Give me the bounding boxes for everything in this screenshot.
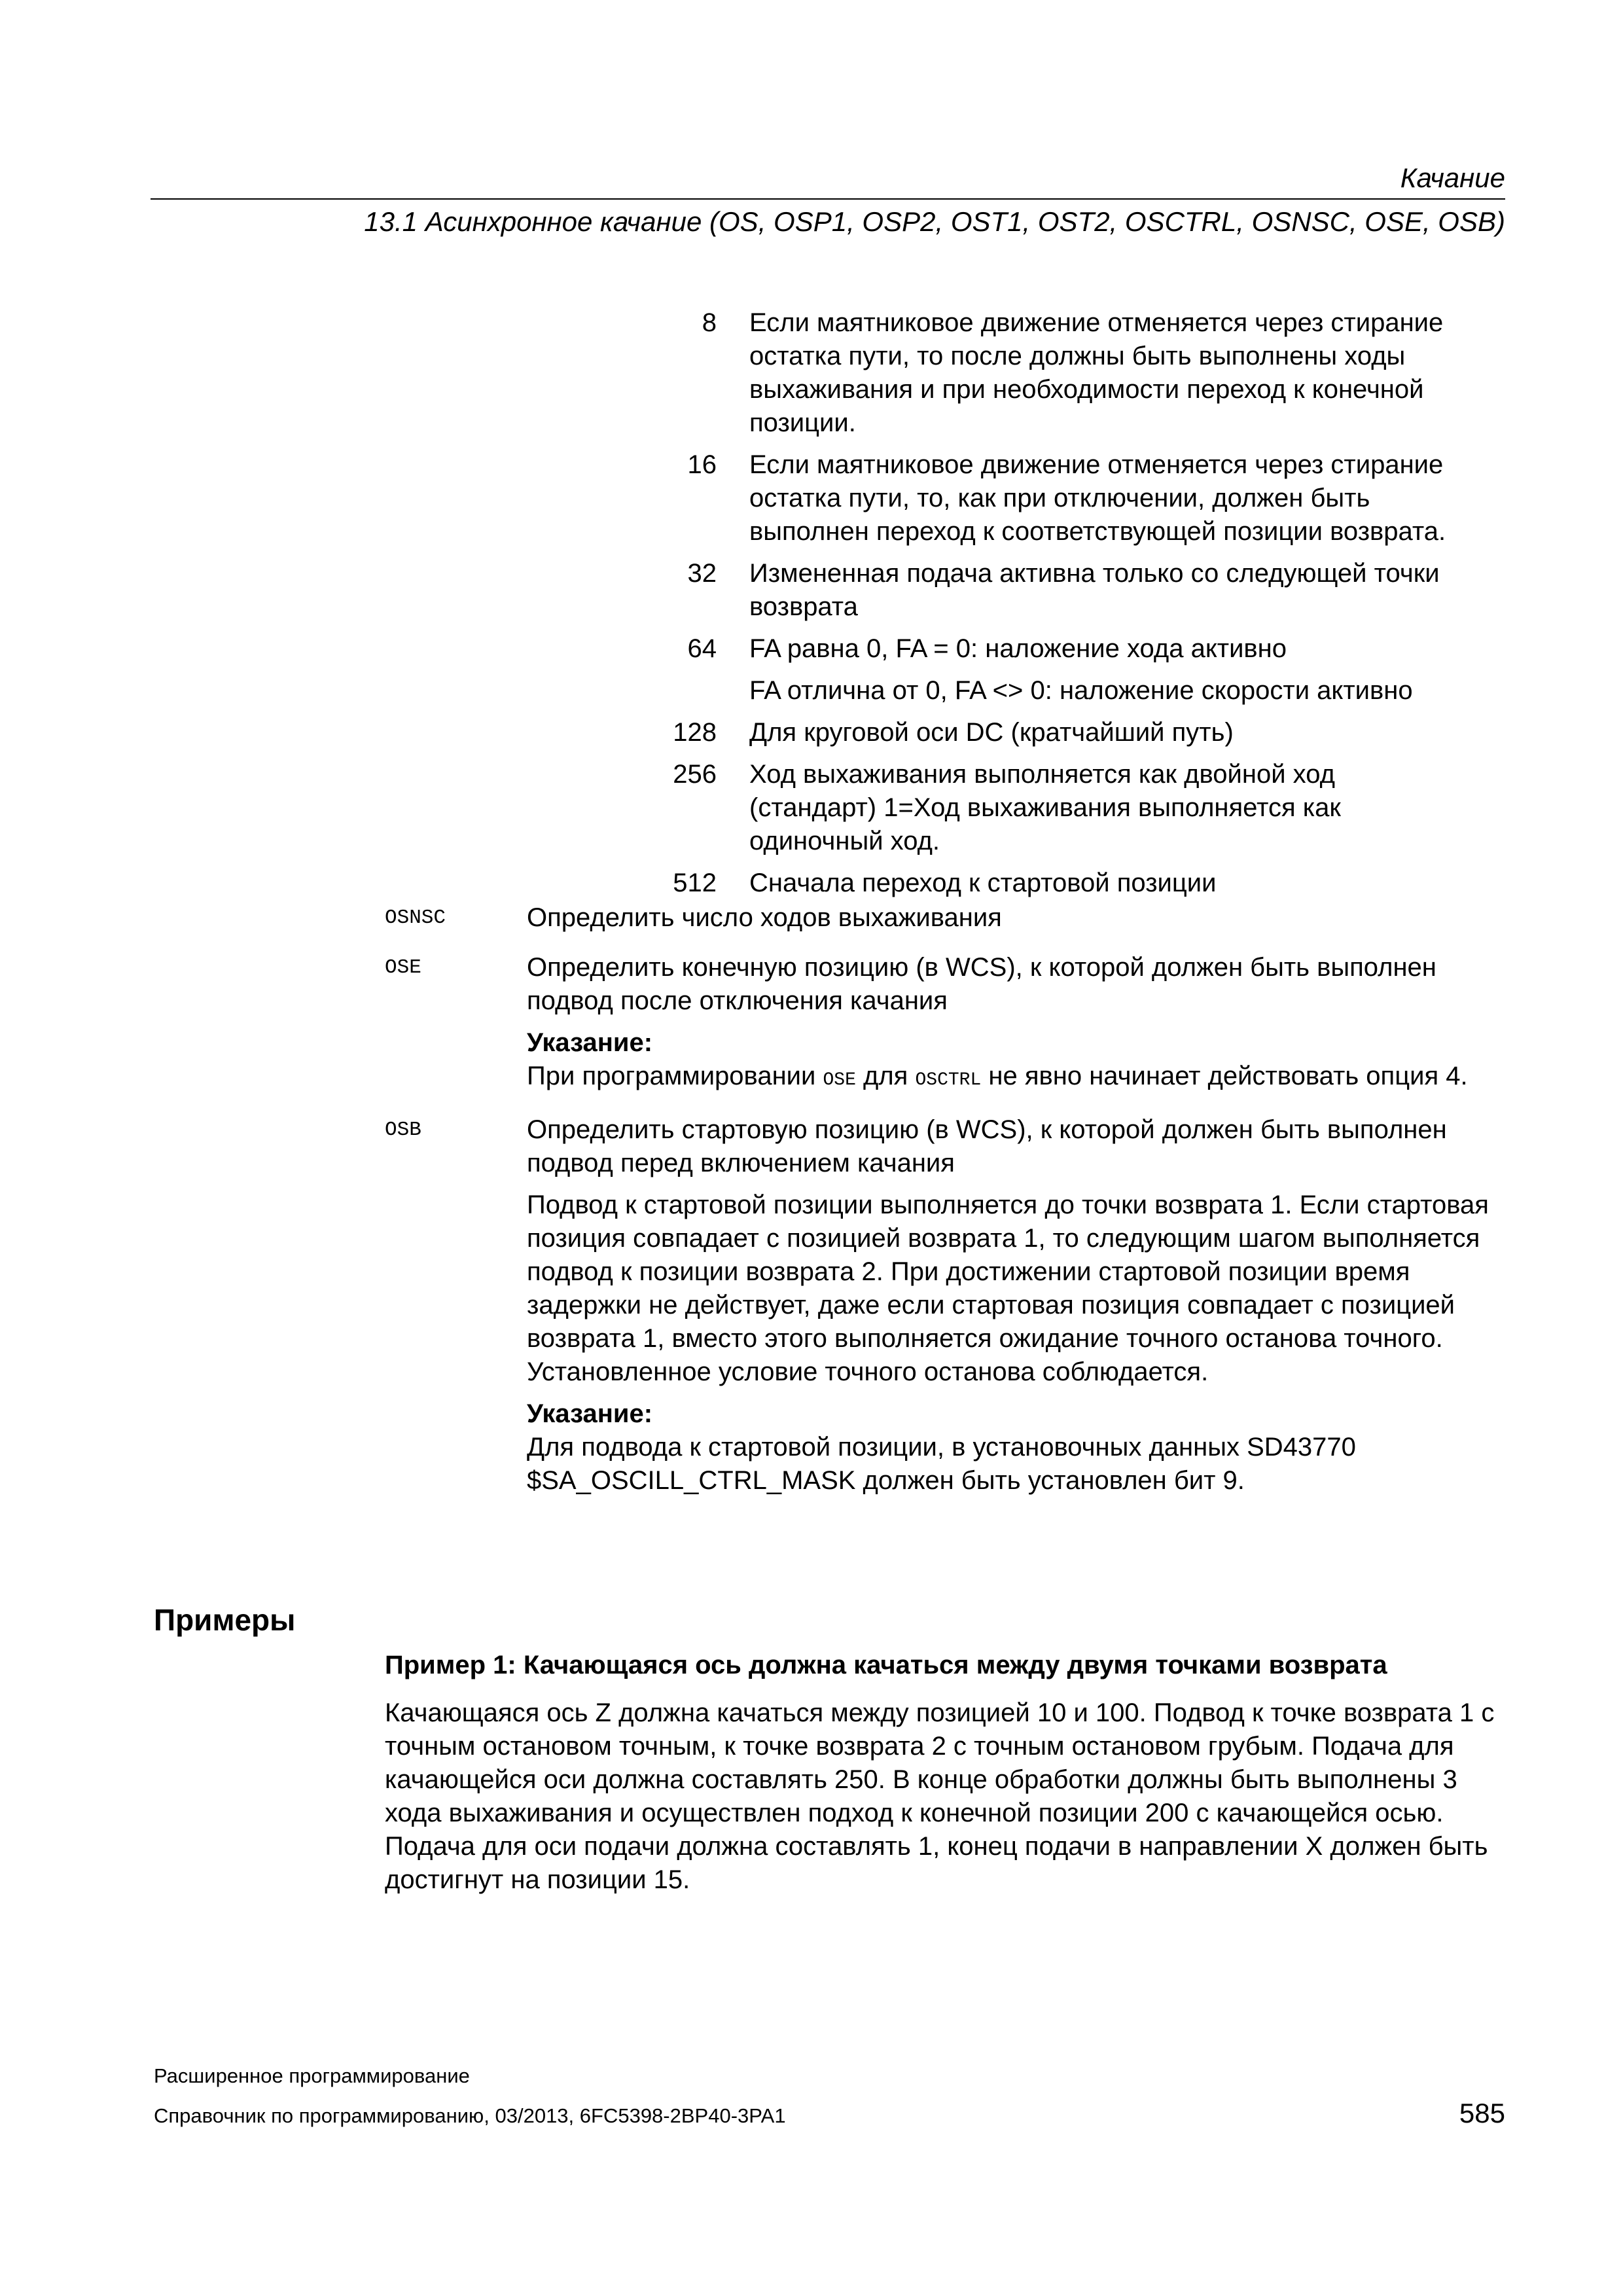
option-text: FA отлична от 0, FA <> 0: наложение скорости активно [749, 676, 1413, 705]
note-text-part: При программировании [527, 1062, 823, 1090]
option-row [654, 674, 1518, 708]
options-list [654, 306, 1518, 908]
code-osctrl: OSCTRL [915, 1070, 982, 1090]
param-body [527, 951, 1520, 1105]
param-osb [385, 1113, 1520, 1506]
option-text: Сначала переход к стартовой позиции [749, 869, 1217, 897]
option-row [654, 632, 1518, 666]
option-number: 128 [673, 718, 717, 747]
footer-book-title: Расширенное программирование [154, 2064, 470, 2087]
page-number: 585 [1459, 2098, 1505, 2128]
option-row [654, 448, 1518, 548]
option-row [654, 867, 1518, 900]
option-row [654, 716, 1518, 749]
option-number [654, 674, 717, 708]
footer-edition: Справочник по программированию, 03/2013, 6FC5398-2BP40-3PA1 [154, 2104, 786, 2127]
option-text: Для круговой оси DC (кратчайший путь) [749, 718, 1234, 747]
section-title: Примеры [154, 1603, 296, 1637]
option-number: 512 [673, 869, 717, 897]
header-rule [151, 198, 1505, 200]
option-number: 32 [687, 559, 717, 588]
param-name: OSNSC [385, 906, 446, 929]
param-description: Определить число ходов выхаживания [527, 903, 1002, 932]
note-text [527, 1060, 1520, 1097]
note-text-part: для [855, 1062, 916, 1090]
option-number: 256 [673, 760, 717, 789]
option-text: Если маятниковое движение отменяется через стирание остатка пути, то, как при отключении, должен быть выполнен переход к соответствующей позиции возврата. [749, 450, 1446, 546]
param-name: OSB [385, 1119, 421, 1141]
option-text: Измененная подача активна только со следующей точки возврата [749, 559, 1440, 621]
option-text: Если маятниковое движение отменяется через стирание остатка пути, то после должны быть выполнены ходы выхаживания и при необходимости переход к конечной позиции. [749, 308, 1444, 437]
option-text: FA равна 0, FA = 0: наложение хода активно [749, 634, 1287, 663]
param-description: Определить стартовую позицию (в WCS), к которой должен быть выполнен подвод перед включением качания [527, 1115, 1447, 1177]
option-row [654, 557, 1518, 624]
note-text-part: не явно начинает действовать опция 4. [981, 1062, 1468, 1090]
param-name: OSE [385, 956, 421, 979]
note-text: Для подвода к стартовой позиции, в установочных данных SD43770 $SA_OSCILL_CTRL_MASK должен быть установлен бит 9. [527, 1433, 1356, 1495]
param-details: Подвод к стартовой позиции выполняется до точки возврата 1. Если стартовая позиция совпадает с позицией возврата 1, то следующим шагом выполняется подвод к позиции возврата 2. При достижении стартовой позиции время задержки не действует, даже если стартовая позиция совпадает с позицией возврата 1, вместо этого выполняется ожидание точного останова точного. Установленное условие точного останова соблюдается. [527, 1191, 1489, 1386]
example-text: Качающаяся ось Z должна качаться между позицией 10 и 100. Подвод к точке возврата 1 с точным остановом точным, к точке возврата 2 с точным остановом грубым. Подача для качающейся оси должна составлять 250. В конце обработки должны быть выполнены 3 хода выхаживания и осуществлен подход к конечной позиции 200 с качающейся осью. Подача для оси подачи должна составлять 1, конец подачи в направлении X должен быть достигнут на позиции 15. [385, 1698, 1495, 1894]
param-body [527, 1113, 1520, 1506]
param-body [527, 901, 1520, 943]
header-subtitle: 13.1 Асинхронное качание (OS, OSP1, OSP2, OST1, OST2, OSCTRL, OSNSC, OSE, OSB) [364, 206, 1505, 237]
header-title: Качание [1400, 162, 1505, 193]
parameter-list [385, 901, 1520, 1514]
code-ose: OSE [823, 1070, 856, 1090]
option-text: Ход выхаживания выполняется как двойной ход (стандарт) 1=Ход выхаживания выполняется как одиночный ход. [749, 760, 1341, 855]
option-number: 8 [702, 308, 717, 337]
example-title: Пример 1: Качающаяся ось должна качаться между двумя точками возврата [385, 1651, 1387, 1679]
option-row [654, 758, 1518, 858]
note-label: Указание: [527, 1399, 653, 1428]
option-row [654, 306, 1518, 440]
param-osnsc [385, 901, 1520, 943]
param-description: Определить конечную позицию (в WCS), к которой должен быть выполнен подвод после отключения качания [527, 953, 1436, 1015]
option-number: 16 [687, 450, 717, 479]
option-number: 64 [687, 634, 717, 663]
note-label: Указание: [527, 1028, 653, 1057]
param-ose [385, 951, 1520, 1105]
